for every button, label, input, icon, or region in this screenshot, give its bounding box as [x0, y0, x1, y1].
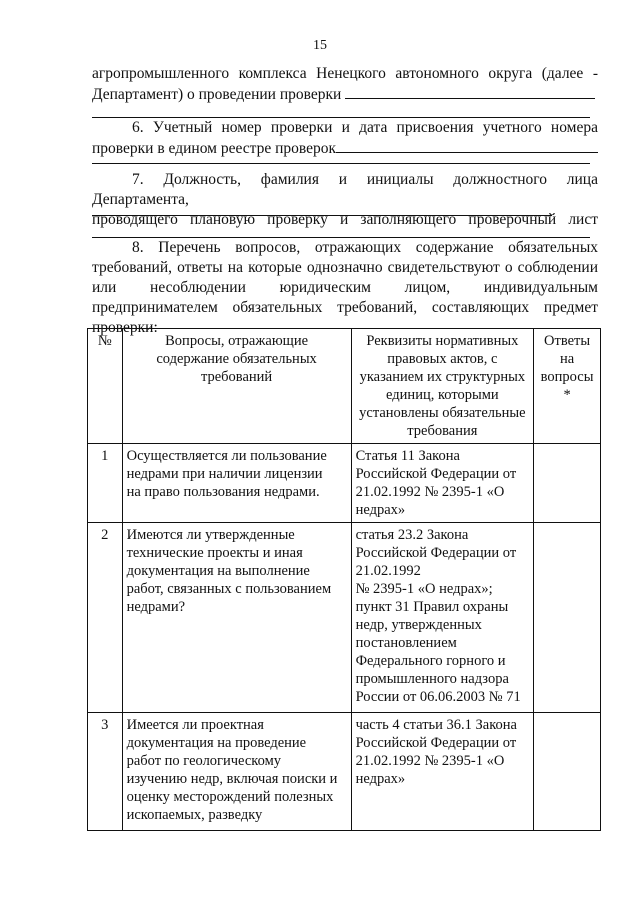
row-3-question: Имеется ли проектная документация на проведение работ по геологическому изучению недр, включая поиски и оценку месторождений полезных ископаемых, разведку [122, 713, 351, 831]
header-num-text: № [97, 333, 112, 349]
row-2-legal: статья 23.2 Закона Российской Федерации от 21.02.1992 № 2395-1 «О недрах»; пункт 31 Правил охраны недр, утвержденных постановлением Федерального горного и промышленного надзора России от 06.06.2003 № 71 [351, 523, 534, 713]
intro-paragraph [92, 64, 598, 105]
header-answers [534, 329, 601, 444]
row-2-question: Имеются ли утвержденные технические проекты и иная документация на выполнение работ, связанных с пользованием недрами? [122, 523, 351, 713]
table-row [88, 713, 601, 831]
item-6-line-2 [92, 138, 598, 159]
item-6-paragraph [92, 118, 598, 159]
header-questions-text: Вопросы, отражающие содержание обязательных требований [156, 333, 317, 385]
header-num [88, 329, 123, 444]
row-1-legal: Статья 11 Закона Российской Федерации от 21.02.1992 № 2395-1 «О недрах» [351, 444, 534, 523]
row-3-legal: часть 4 статьи 36.1 Закона Российской Федерации от 21.02.1992 № 2395-1 «О недрах» [351, 713, 534, 831]
item-8-line-4: предпринимателем обязательных требований, составляющих предмет [92, 299, 598, 316]
row-1-num: 1 [88, 444, 123, 523]
row-3-num: 3 [88, 713, 123, 831]
table-row [88, 444, 601, 523]
row-1-question: Осуществляется ли пользование недрами при наличии лицензии на право пользования недрами. [122, 444, 351, 523]
row-2-num: 2 [88, 523, 123, 713]
item-8-line-5: проверки: [92, 319, 158, 336]
item-7-line-1: 7. Должность, фамилия и инициалы должностного лица Департамента, [92, 171, 598, 208]
item-8-line-1: 8. Перечень вопросов, отражающих содержание обязательных [132, 239, 598, 256]
item-7-line-2: проводящего плановую проверку и заполняющего проверочный лист [92, 211, 598, 228]
item-7-blank-line-1[interactable] [92, 215, 552, 216]
intro-line-1: агропромышленного комплекса Ненецкого автономного округа (далее - [92, 65, 598, 82]
intro-blank-field[interactable] [345, 84, 595, 99]
header-answers-text: Ответы на вопросы * [540, 333, 594, 403]
item-7-paragraph [92, 170, 598, 230]
row-2-answer-cell[interactable] [534, 523, 601, 713]
item-6-blank-field[interactable] [336, 138, 598, 153]
item-6-blank-line[interactable] [92, 163, 590, 164]
requirements-table [87, 328, 601, 831]
item-8-paragraph [92, 238, 598, 338]
intro-line-2-text: Департамент) о проведении проверки [92, 86, 342, 103]
header-legal-acts-text: Реквизиты нормативных правовых актов, с указанием их структурных единиц, которыми установлены обязательные требования [359, 333, 526, 439]
header-legal-acts [351, 329, 534, 444]
page-number: 15 [313, 38, 327, 53]
table-header-row [88, 329, 601, 444]
item-6-line-2-text: проверки в едином реестре проверок [92, 140, 337, 157]
item-8-line-2: требований, ответы на которые однозначно свидетельствуют о соблюдении [92, 259, 598, 276]
row-3-answer-cell[interactable] [534, 713, 601, 831]
intro-line-2 [92, 84, 598, 105]
table-row [88, 523, 601, 713]
row-1-answer-cell[interactable] [534, 444, 601, 523]
item-8-line-3: или несоблюдении юридическим лицом, индивидуальным [92, 279, 598, 296]
item-6-line-1: 6. Учетный номер проверки и дата присвоения учетного номера [132, 119, 598, 136]
header-questions [122, 329, 351, 444]
